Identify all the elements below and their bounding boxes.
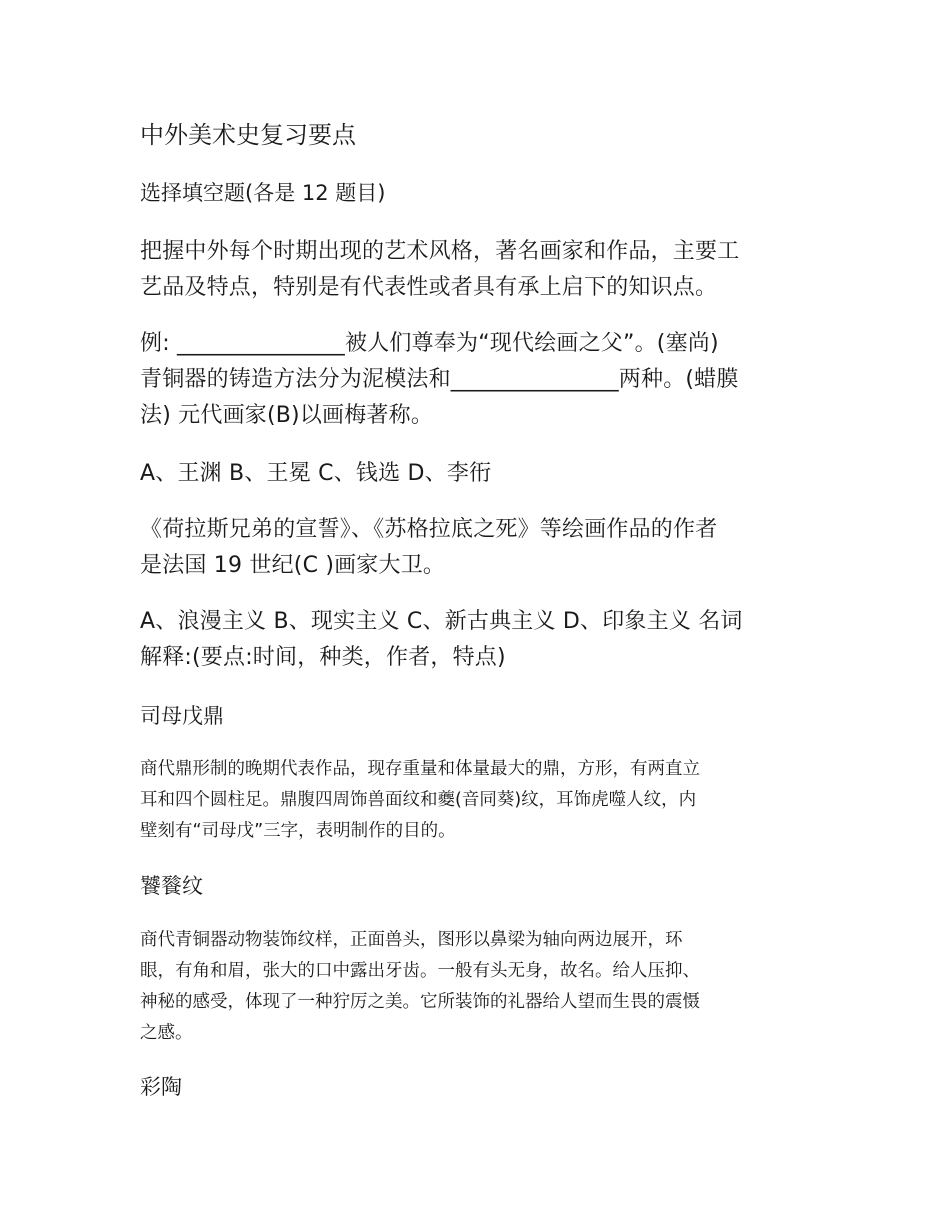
intro-line-2: 艺品及特点，特别是有代表性或者具有承上启下的知识点。 xyxy=(140,275,718,300)
question-2-line-1: 《荷拉斯兄弟的宣誓》、《苏格拉底之死》等绘画作品的作者 xyxy=(140,517,718,542)
options-2-paragraph xyxy=(140,604,812,676)
term-2-line-1: 商代青铜器动物装饰纹样，正面兽头，图形以鼻梁为轴向两边展开，环 xyxy=(140,930,683,950)
example-line-2: 青铜器的铸造方法分为泥模法和_______________两种。(蜡膜 xyxy=(140,367,739,392)
term-2-line-4: 之感。 xyxy=(140,1023,193,1043)
question-2-paragraph xyxy=(140,512,812,584)
term-2-heading: 饕餮纹 xyxy=(140,874,203,898)
term-1-heading: 司母戊鼎 xyxy=(140,704,224,728)
term-1-line-2: 耳和四个圆柱足。鼎腹四周饰兽面纹和夔(音同葵)纹，耳饰虎噬人纹，内 xyxy=(140,790,697,810)
term-3-heading: 彩陶 xyxy=(140,1075,182,1099)
document-title: 中外美术史复习要点 xyxy=(140,121,356,149)
options-2-line-1: A、浪漫主义 B、现实主义 C、新古典主义 D、印象主义 名词 xyxy=(140,609,743,634)
example-line-3: 法) 元代画家(B)以画梅著称。 xyxy=(140,403,434,428)
term-2-body xyxy=(140,925,812,1049)
options-2-line-2: 解释:(要点:时间，种类，作者，特点) xyxy=(140,645,506,670)
options-1 xyxy=(140,456,812,492)
options-1-line: A、王渊 B、王冕 C、钱选 D、李衎 xyxy=(140,461,492,486)
term-1-line-1: 商代鼎形制的晚期代表作品，现存重量和体量最大的鼎，方形，有两直立 xyxy=(140,759,700,779)
intro-paragraph xyxy=(140,234,812,306)
term-2-line-3: 神秘的感受，体现了一种狞厉之美。它所装饰的礼器给人望而生畏的震慑 xyxy=(140,992,700,1012)
section-subtitle: 选择填空题(各是 12 题目) xyxy=(140,181,386,205)
example-paragraph xyxy=(140,326,812,434)
intro-line-1: 把握中外每个时期出现的艺术风格，著名画家和作品，主要工 xyxy=(140,239,740,264)
term-1-line-3: 壁刻有“司母戊”三字，表明制作的目的。 xyxy=(140,821,456,841)
question-2-line-2: 是法国 19 世纪(C )画家大卫。 xyxy=(140,553,446,578)
term-2-line-2: 眼，有角和眉，张大的口中露出牙齿。一般有头无身，故名。给人压抑、 xyxy=(140,961,700,981)
term-1-body xyxy=(140,754,812,847)
example-line-1: 例: _______________被人们尊奉为“现代绘画之父”。(塞尚) xyxy=(140,331,719,356)
